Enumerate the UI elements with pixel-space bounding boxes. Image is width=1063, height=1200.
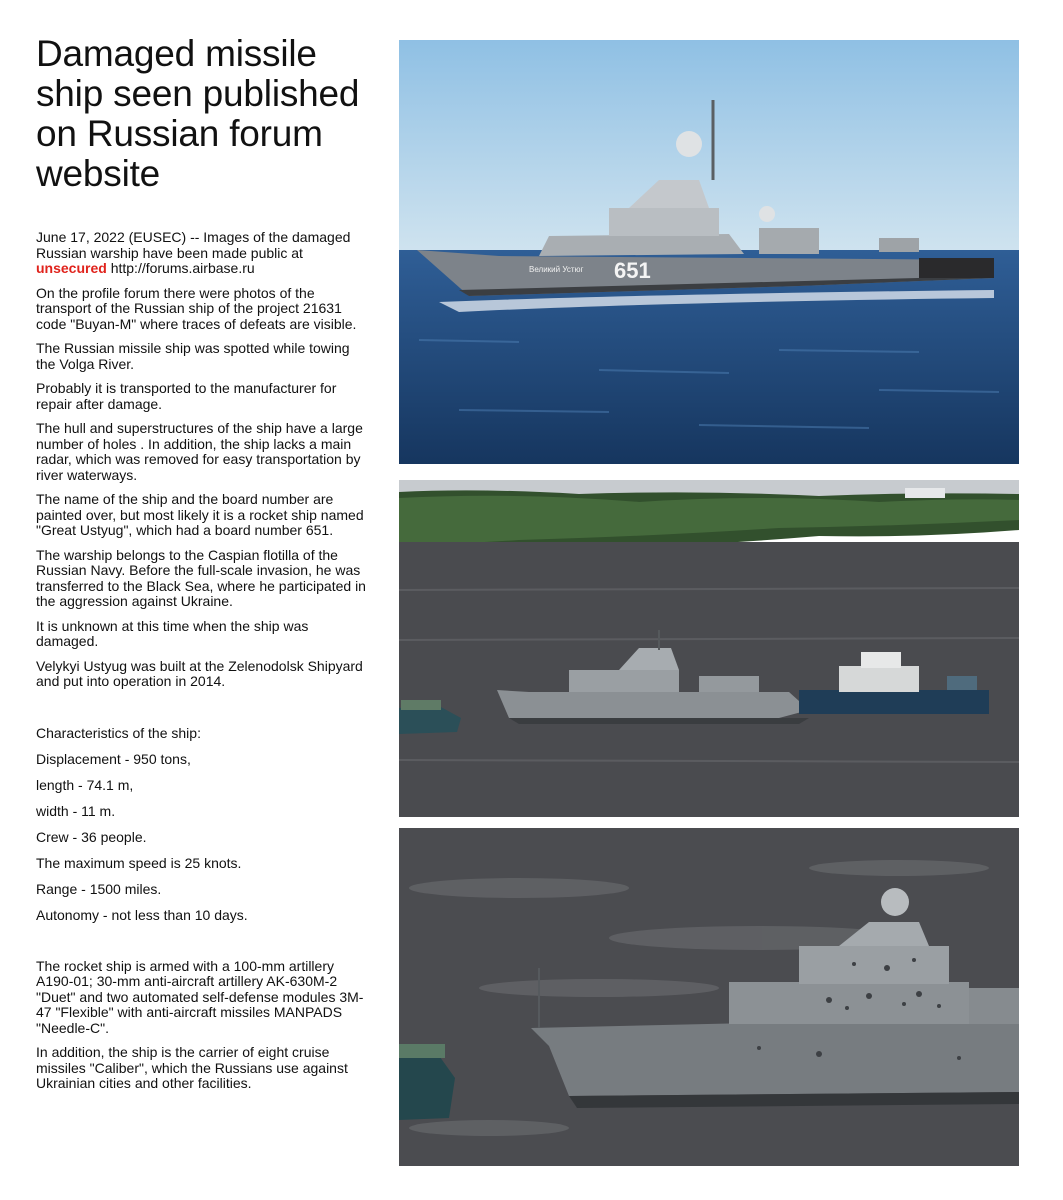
paragraph: The hull and superstructures of the ship have a large number of holes . In addition, the ship lacks a main radar, which was removed for easy transportation by river waterways. bbox=[36, 420, 363, 483]
characteristic-item: Crew - 36 people. bbox=[36, 828, 147, 845]
characteristic-item: The maximum speed is 25 knots. bbox=[36, 854, 242, 871]
paragraph: The warship belongs to the Caspian flotilla of the Russian Navy. Before the full-scale invasion, he was transferred to the Black Sea, where he participated in the aggression against Ukraine. bbox=[36, 546, 366, 609]
lead-text: June 17, 2022 (EUSEC) -- Images of the damaged Russian warship have been made public at bbox=[36, 229, 351, 261]
lead-link-text: http://forums.airbase.ru bbox=[106, 260, 255, 276]
photo-damaged-hull-closeup bbox=[399, 828, 1019, 1166]
characteristic-item: width - 11 m. bbox=[36, 802, 116, 819]
hull-name: Великий Устюг bbox=[529, 265, 584, 274]
paragraph: On the profile forum there were photos of the transport of the Russian ship of the project 21631 code "Buyan-M" where traces of defeats are visible. bbox=[36, 284, 357, 332]
armament-paragraph: The rocket ship is armed with a 100-mm artillery A190-01; 30-mm anti-aircraft artillery AK-630M-2 "Duet" and two automated self-defense modules 3M-47 "Flexible" with anti-aircraft missiles MANPADS "Needle-C". bbox=[36, 957, 364, 1036]
characteristic-item: Autonomy - not less than 10 days. bbox=[36, 906, 248, 923]
photo-ship-towed-river bbox=[399, 480, 1019, 817]
article-title: Damaged missile ship seen published on Russian forum website bbox=[36, 33, 360, 194]
photo-ship-at-sea bbox=[399, 40, 1019, 464]
paragraph: Velykyi Ustyug was built at the Zelenodolsk Shipyard and put into operation in 2014. bbox=[36, 657, 363, 689]
article-text-column bbox=[36, 34, 366, 1101]
paragraph: The name of the ship and the board number are painted over, but most likely it is a rocket ship named "Great Ustyug", which had a board number 651. bbox=[36, 491, 364, 538]
characteristic-item: Displacement - 950 tons, bbox=[36, 750, 191, 767]
characteristics-heading: Characteristics of the ship: bbox=[36, 724, 201, 741]
paragraph: The Russian missile ship was spotted while towing the Volga River. bbox=[36, 340, 350, 372]
lead-paragraph bbox=[36, 230, 366, 277]
characteristic-item: length - 74.1 m, bbox=[36, 776, 134, 793]
hull-number: 651 bbox=[614, 258, 651, 283]
unsecured-highlight: unsecured bbox=[36, 260, 107, 276]
characteristic-item: Range - 1500 miles. bbox=[36, 880, 162, 897]
paragraph: It is unknown at this time when the ship was damaged. bbox=[36, 617, 309, 649]
armament-paragraph: In addition, the ship is the carrier of eight cruise missiles "Caliber", which the Russians use against Ukrainian cities and other facilities. bbox=[36, 1044, 348, 1091]
paragraph: Probably it is transported to the manufacturer for repair after damage. bbox=[36, 380, 337, 412]
